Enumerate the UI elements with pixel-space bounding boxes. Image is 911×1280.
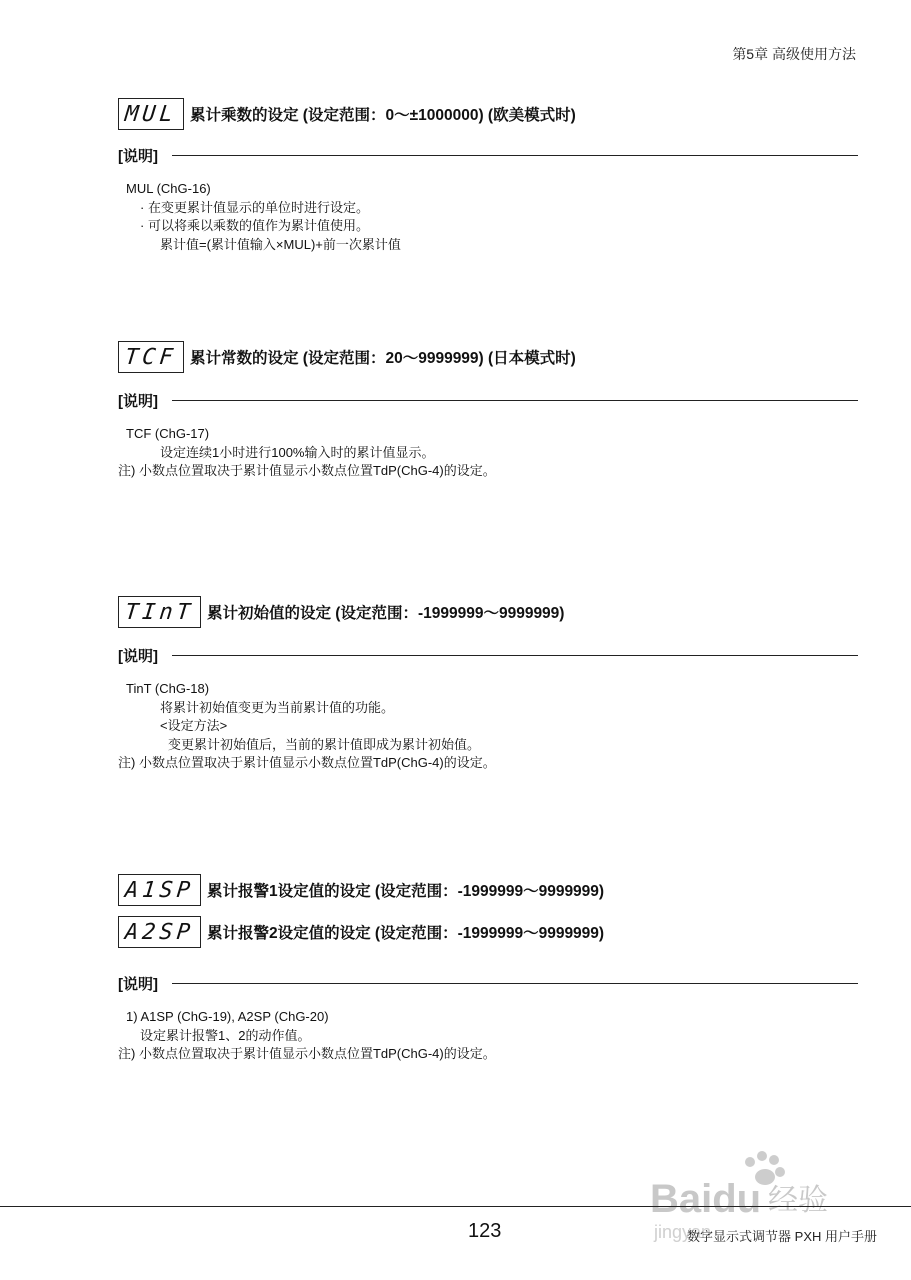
- body-line: · 在变更累计值显示的单位时进行设定。: [140, 199, 369, 215]
- segment-display-text: A2SP: [123, 919, 196, 945]
- body-line: 注) 小数点位置取决于累计值显示小数点位置TdP(ChG-4)的设定。: [118, 1046, 496, 1061]
- explain-label: [说明]: [118, 148, 158, 165]
- param-row-a1sp: [118, 873, 858, 907]
- explain-header: [118, 645, 858, 666]
- explain-label: [说明]: [118, 393, 158, 410]
- explain-body: [118, 180, 858, 254]
- param-title: 累计常数的设定 (设定范围：20～9999999) (日本模式时): [190, 350, 576, 367]
- body-line: 将累计初始值变更为当前累计值的功能。: [160, 699, 395, 715]
- param-row-tint: [118, 595, 858, 629]
- segment-display-text: MUL: [123, 101, 179, 127]
- page-number: 123: [468, 1220, 502, 1242]
- param-row-mul: [118, 97, 858, 131]
- body-line: 1) A1SP (ChG-19), A2SP (ChG-20): [126, 1009, 329, 1024]
- body-line: 变更累计初始值后，当前的累计值即成为累计初始值。: [168, 736, 481, 752]
- segment-display-text: TCF: [123, 344, 179, 370]
- divider-line: [172, 983, 858, 984]
- explain-header: [118, 390, 858, 411]
- explain-label: [说明]: [118, 976, 158, 993]
- body-line: TCF (ChG-17): [126, 426, 210, 441]
- param-row-tcf: [118, 340, 858, 374]
- watermark-cn: 经验: [768, 1183, 828, 1218]
- segment-display-a2sp: [118, 916, 201, 948]
- explain-header: [118, 973, 858, 994]
- segment-display-tint: [118, 596, 201, 628]
- footer-divider: [0, 1206, 911, 1207]
- body-line: · 可以将乘以乘数的值作为累计值使用。: [140, 218, 369, 233]
- body-line: MUL (ChG-16): [126, 181, 211, 196]
- param-row-a2sp: [118, 915, 858, 949]
- section-alarm: [118, 873, 858, 1064]
- param-title: 累计报警2设定值的设定 (设定范围：-1999999～9999999): [206, 925, 605, 942]
- watermark-sub: jingyan: [654, 1222, 712, 1242]
- body-line: TinT (ChG-18): [126, 681, 210, 696]
- manual-title: 数字显示式调节器 PXH 用户手册: [687, 1229, 877, 1244]
- body-line: 设定累计报警1、2的动作值。: [140, 1027, 311, 1043]
- explain-body: [118, 425, 858, 481]
- divider-line: [172, 155, 858, 156]
- body-line: 设定连续1小时进行100%输入时的累计值显示。: [160, 444, 435, 460]
- param-title: 累计乘数的设定 (设定范围：0～±1000000) (欧美模式时): [190, 107, 576, 124]
- chapter-header: 第5章 高级使用方法: [732, 46, 856, 62]
- segment-display-a1sp: [118, 874, 201, 906]
- body-line: <设定方法>: [160, 718, 228, 733]
- explain-body: [118, 1008, 858, 1064]
- divider-line: [172, 400, 858, 401]
- explain-body: [118, 680, 858, 773]
- segment-display-tcf: [118, 341, 184, 373]
- explain-label: [说明]: [118, 648, 158, 665]
- segment-display-text: TInT: [123, 599, 196, 625]
- section-tcf: [118, 340, 858, 481]
- segment-display-text: A1SP: [123, 877, 196, 903]
- section-mul: [118, 97, 858, 254]
- divider-line: [172, 655, 858, 656]
- watermark-brand: Baidu: [650, 1177, 762, 1221]
- explain-header: [118, 145, 858, 166]
- param-title: 累计报警1设定值的设定 (设定范围：-1999999～9999999): [206, 883, 605, 900]
- segment-display-mul: [118, 98, 184, 130]
- body-line: 注) 小数点位置取决于累计值显示小数点位置TdP(ChG-4)的设定。: [118, 463, 496, 478]
- section-tint: [118, 595, 858, 773]
- body-line: 注) 小数点位置取决于累计值显示小数点位置TdP(ChG-4)的设定。: [118, 755, 496, 770]
- param-title: 累计初始值的设定 (设定范围：-1999999～9999999): [206, 605, 565, 622]
- body-line: 累计值=(累计值输入×MUL)+前一次累计值: [160, 236, 401, 252]
